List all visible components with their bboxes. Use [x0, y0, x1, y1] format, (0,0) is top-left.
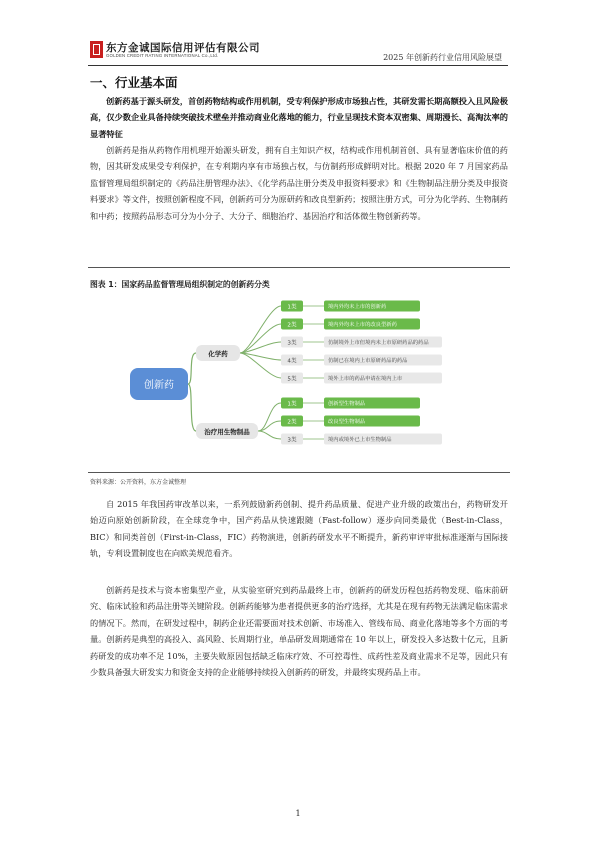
company-name-en: GOLDEN CREDIT RATING INTERNATIONAL Co.,Ltd. — [106, 53, 219, 58]
root-label: 创新药 — [144, 380, 174, 391]
description-label: 境外上市的药品申请在境内上市 — [328, 376, 403, 383]
description-label: 仿制已在境内上市原研药品的药品 — [328, 358, 408, 365]
body-paragraph-3: 创新药是技术与资本密集型产业，从实验室研究到药品最终上市，创新药的研发历程包括药物发现、临床前研究、临床试验和药品注册等关键阶段。创新药能够为患者提供更多的治疗选择，尤其是在现有药物无法满足临床需求的情况下。然而，在研发过程中，制药企业还需要面对技术创新、市场准入、管线布局、商业化落地等多个方面的考量。创新药是典型的高投入、高风险、长周期行业，单品研发周期通常在 10 年以上，研发投入多达数十亿元，且新药研发的成功率不足 10%，主要失败原因包括缺乏临床疗效、不可控毒性、成药性差及商业需求不足等，因此只有少数具备强大研发实力和资金支持的企业能够持续投入创新药的研发，并最终实现药品上市。 — [90, 585, 508, 678]
branch-label: 化学药 — [208, 350, 228, 358]
figure-top-rule — [88, 267, 510, 268]
description-label: 境内外均未上市的改良型新药 — [328, 322, 397, 329]
connector-root-branch — [188, 384, 196, 431]
connector-branch-class — [258, 403, 281, 431]
connector-branch-class — [240, 353, 281, 360]
figure-title: 图表 1：国家药品监督管理局组织制定的创新药分类 — [90, 280, 270, 289]
body-paragraph-1: 创新药是指从药物作用机理开始源头研发，拥有自主知识产权，结构或作用机制首创、具有显著临床价值的药物，因其研发成果受专利保护，在专利期内享有市场独占权，与仿制药形成鲜明对比。根据 2020 年 7 月国家药品监督管理局组织制定的《药品注册管理办法》、《化学药品注册分类及申报资料要求》和《生物制品注册分类及申报资料要求》等文件，按照创新程度不同，创新药可分为原研药和改良型新药；按照注册方式，可分为化学药、生物制药和中药；按照药品形态可分为小分子、大分子、细胞治疗、基因治疗和活体微生物创新药等。 — [90, 145, 508, 221]
connector-branch-class — [240, 306, 281, 353]
section-heading: 一、行业基本面 — [90, 75, 178, 90]
description-label: 创新型生物制品 — [328, 401, 366, 408]
connector-branch-class — [240, 342, 281, 353]
class-label: 5类 — [287, 376, 297, 383]
body-paragraph-2: 自 2015 年我国药审改革以来，一系列鼓励新药创制、提升药品质量、促进产业升级的政策出台，药物研发开始迈向原始创新阶段，在全球竞争中，国产药品从快速跟随（Fast-follow）逐步向同类最优（Best-in-Class，BIC）和同类首创（First-in-Class，FIC）药物演进，创新药研发水平不断提升，新药审评审批标准逐渐与国际接轨，专利设置制度也在向欧美规范看齐。 — [90, 499, 508, 559]
connector-root-branch — [188, 353, 196, 384]
report-title: 2025 年创新药行业信用风险展望 — [383, 53, 502, 62]
class-label: 1类 — [287, 401, 297, 408]
figure-source: 资料来源：公开资料，东方金诚整理 — [90, 479, 187, 486]
branch-label: 治疗用生物制品 — [204, 428, 250, 436]
class-label: 4类 — [287, 358, 297, 365]
figure-bottom-rule — [88, 472, 510, 473]
class-label: 3类 — [287, 340, 297, 347]
class-label: 2类 — [287, 322, 297, 329]
company-logo — [90, 41, 103, 58]
company-name-cn: 东方金诚国际信用评估有限公司 — [106, 42, 260, 54]
connector-branch-class — [258, 431, 281, 439]
description-label: 仿制境外上市但境内未上市原研药品的药品 — [328, 340, 429, 347]
class-label: 3类 — [287, 437, 297, 444]
description-label: 改良型生物制品 — [328, 419, 366, 426]
class-label: 1类 — [287, 304, 297, 311]
classification-diagram — [88, 293, 510, 469]
description-label: 境内外均未上市的创新药 — [328, 304, 387, 311]
header-divider — [88, 65, 508, 66]
summary-paragraph: 创新药基于源头研发，首创药物结构或作用机制，受专利保护形成市场独占性，其研发需长期高额投入且风险极高，仅少数企业具备持续突破技术壁垒并推动商业化落地的能力，行业呈现技术资本双密集、周期漫长、高淘汰率的显著特征 — [90, 96, 508, 139]
class-label: 2类 — [287, 419, 297, 426]
page-number: 1 — [295, 809, 301, 818]
description-label: 境内或境外已上市生物制品 — [328, 437, 392, 444]
